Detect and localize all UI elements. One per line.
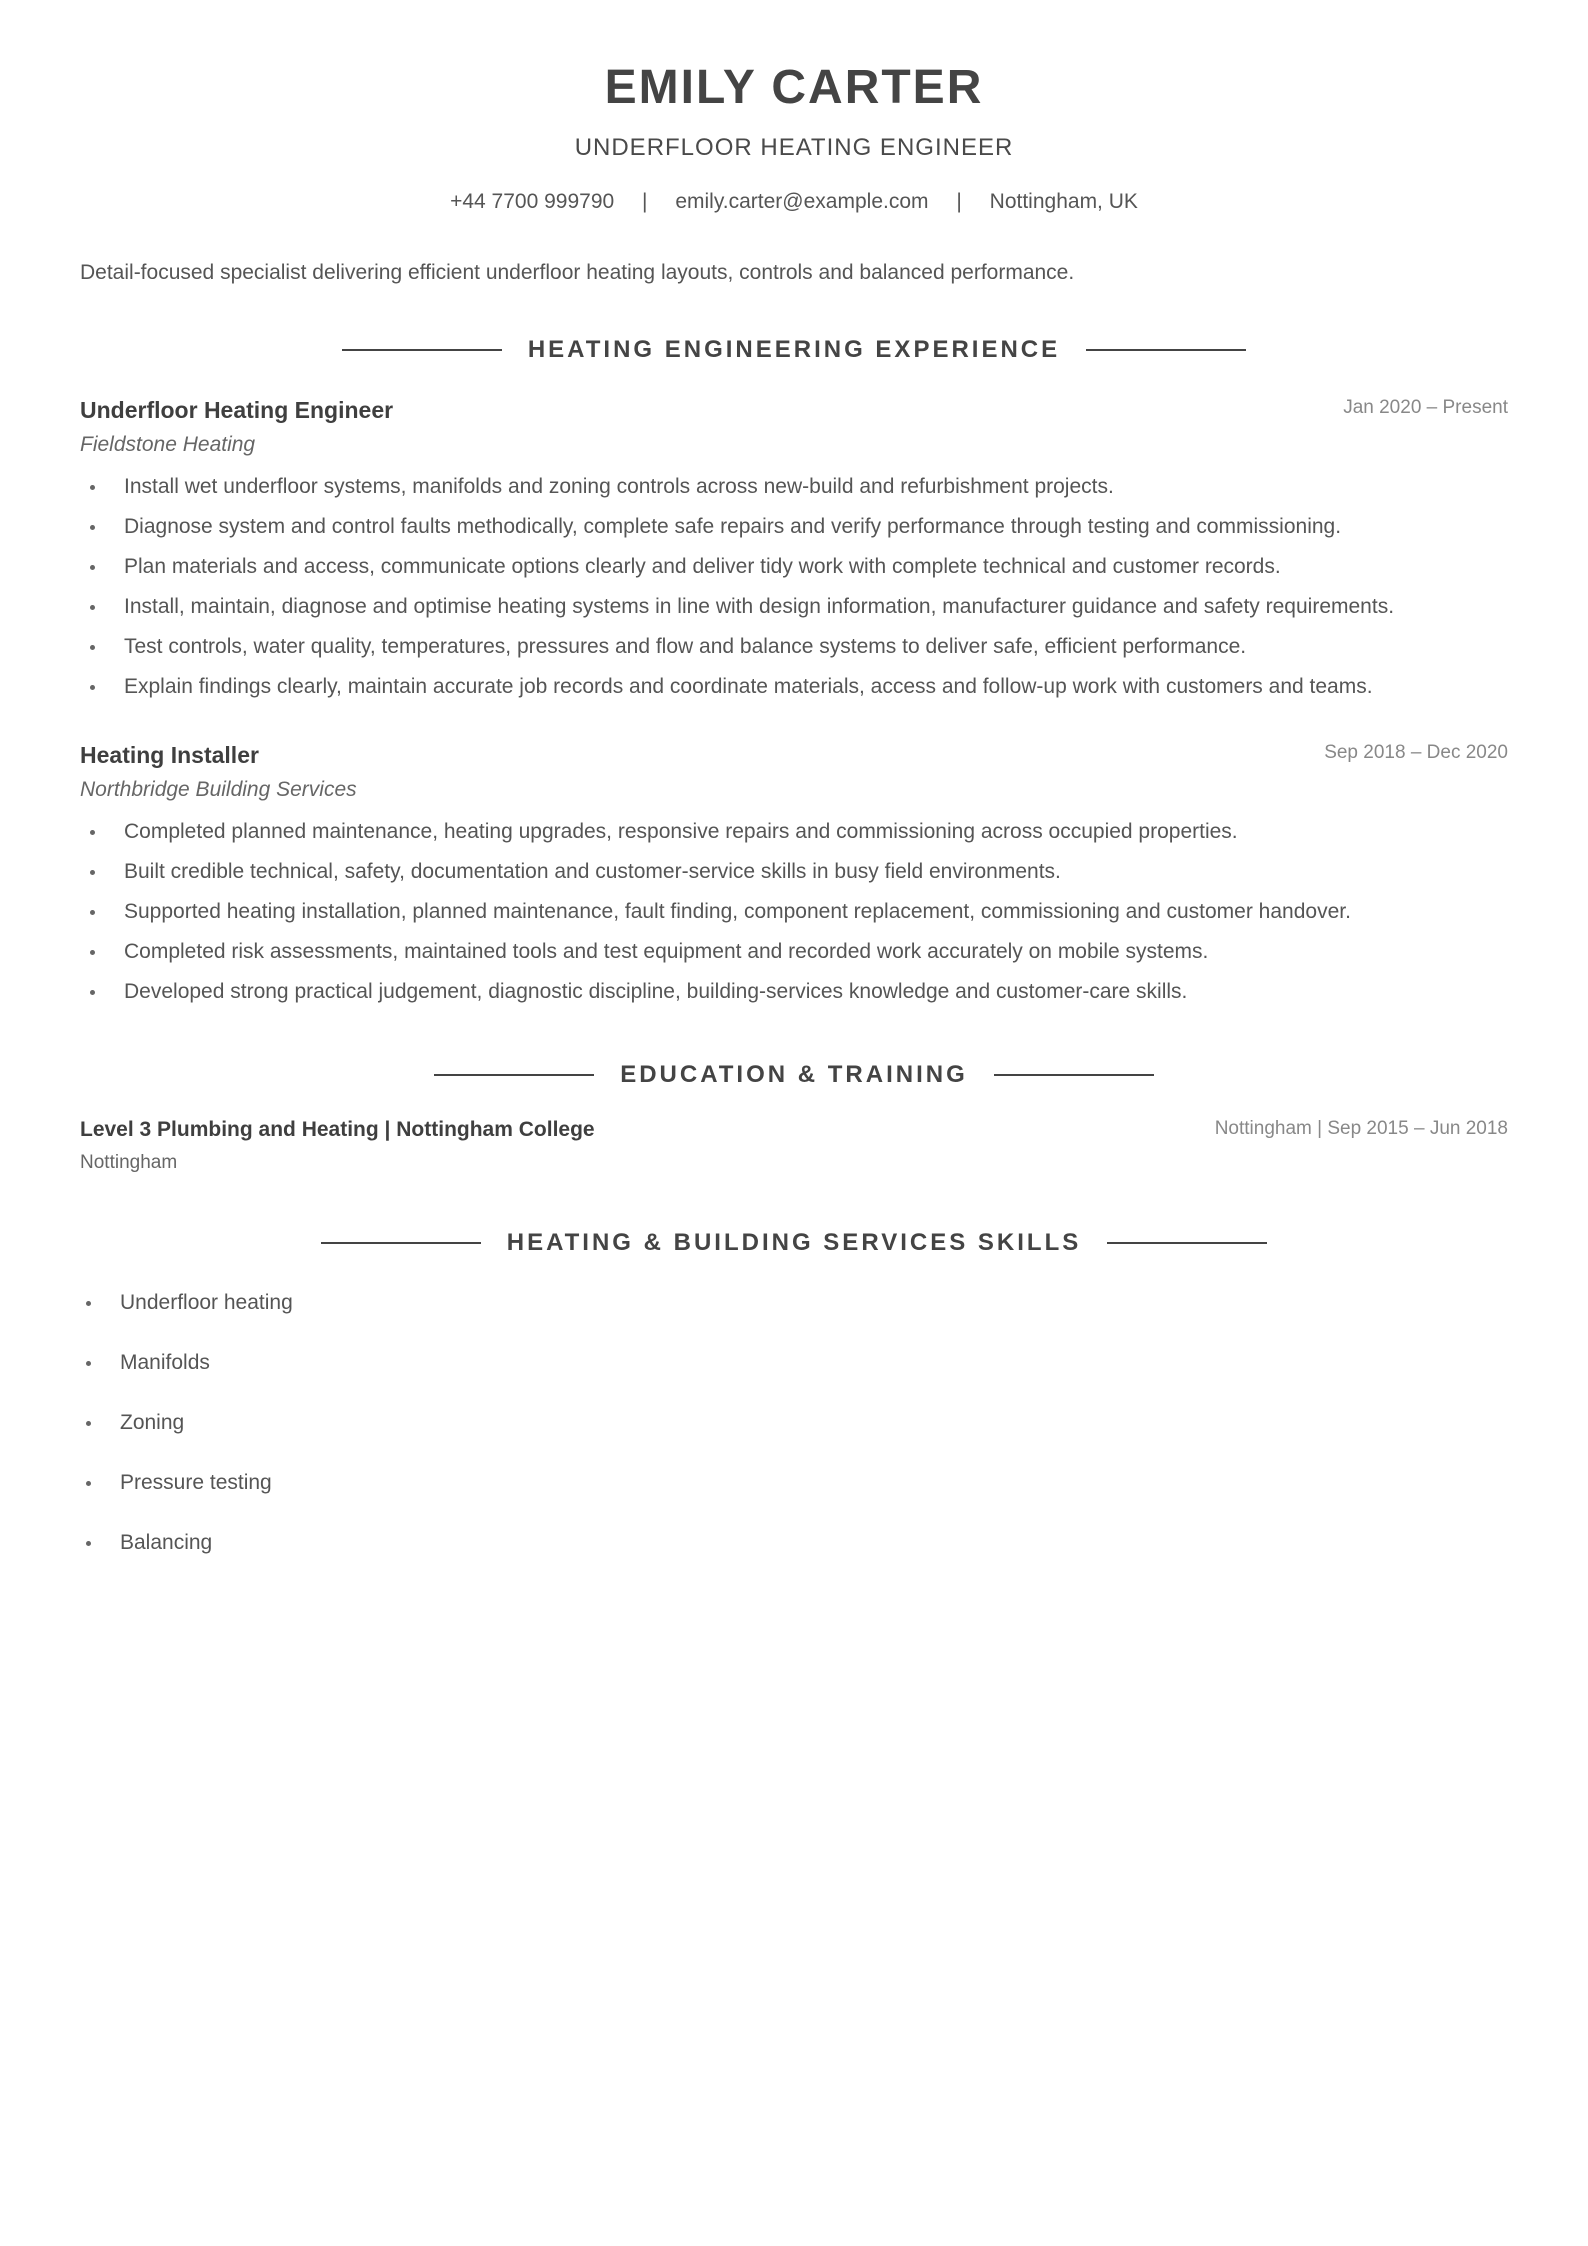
candidate-name: EMILY CARTER [604,61,984,114]
contact-phone: +44 7700 999790 [450,190,615,213]
experience-heading-label: HEATING ENGINEERING EXPERIENCE [527,336,1061,363]
job-bullets [80,467,1508,707]
job-bullet: Explain findings clearly, maintain accurate job records and coordinate materials, access and follow-up work with customers and teams. [80,667,1508,707]
experience-heading [0,336,1588,364]
job-role: Underfloor Heating Engineer [80,397,394,423]
contact-email: emily.carter@example.com [675,190,929,213]
contact-separator: | [642,190,648,213]
education-heading [0,1061,1588,1089]
profile-summary: Detail-focused specialist delivering efficient underfloor heating layouts, controls and balanced performance. [80,261,1075,284]
education-header [80,1118,1508,1148]
skill-item: Balancing [80,1528,293,1588]
job-entry [80,742,1508,1012]
education-title: Level 3 Plumbing and Heating | Nottingham College [80,1118,595,1141]
skills-list [80,1288,293,1588]
heading-rule-left [434,1074,594,1076]
job-company: Fieldstone Heating [80,433,256,456]
candidate-title: UNDERFLOOR HEATING ENGINEER [574,134,1014,161]
contact-separator: | [956,190,962,213]
job-bullet: Test controls, water quality, temperatures, pressures and flow and balance systems to deliver safe, efficient performance. [80,627,1508,667]
job-header [80,397,1508,429]
job-bullet: Built credible technical, safety, documentation and customer-service skills in busy field environments. [80,852,1508,892]
skills-heading-label: HEATING & BUILDING SERVICES SKILLS [506,1229,1082,1256]
job-bullet: Diagnose system and control faults methodically, complete safe repairs and verify performance through testing and commissioning. [80,507,1508,547]
job-dates: Jan 2020 – Present [1343,397,1508,418]
job-bullet: Install wet underfloor systems, manifolds and zoning controls across new-build and refurbishment projects. [80,467,1508,507]
job-bullet: Install, maintain, diagnose and optimise heating systems in line with design information, manufacturer guidance and safety requirements. [80,587,1508,627]
heading-rule-left [342,349,502,351]
contact-line [0,190,1588,214]
job-bullet: Developed strong practical judgement, diagnostic discipline, building-services knowledge and customer-care skills. [80,972,1508,1012]
job-header [80,742,1508,774]
job-company: Northbridge Building Services [80,778,357,801]
job-bullets [80,812,1508,1012]
skill-item: Pressure testing [80,1468,293,1528]
education-location: Nottingham [80,1152,178,1173]
education-meta: Nottingham | Sep 2015 – Jun 2018 [1214,1118,1508,1139]
job-bullet: Completed risk assessments, maintained tools and test equipment and recorded work accurately on mobile systems. [80,932,1508,972]
job-dates: Sep 2018 – Dec 2020 [1324,742,1508,763]
heading-rule-right [1086,349,1246,351]
skill-item: Underfloor heating [80,1288,293,1348]
job-role: Heating Installer [80,742,259,768]
skill-item: Manifolds [80,1348,293,1408]
job-bullet: Supported heating installation, planned maintenance, fault finding, component replacement, commissioning and customer handover. [80,892,1508,932]
education-heading-label: EDUCATION & TRAINING [620,1061,968,1088]
skills-heading [0,1229,1588,1257]
heading-rule-left [321,1242,481,1244]
job-bullet: Completed planned maintenance, heating upgrades, responsive repairs and commissioning across occupied properties. [80,812,1508,852]
heading-rule-right [1107,1242,1267,1244]
heading-rule-right [994,1074,1154,1076]
job-entry [80,397,1508,707]
education-entry [80,1118,1508,1174]
skill-item: Zoning [80,1408,293,1468]
job-bullet: Plan materials and access, communicate options clearly and deliver tidy work with complete technical and customer records. [80,547,1508,587]
contact-location: Nottingham, UK [989,190,1138,213]
